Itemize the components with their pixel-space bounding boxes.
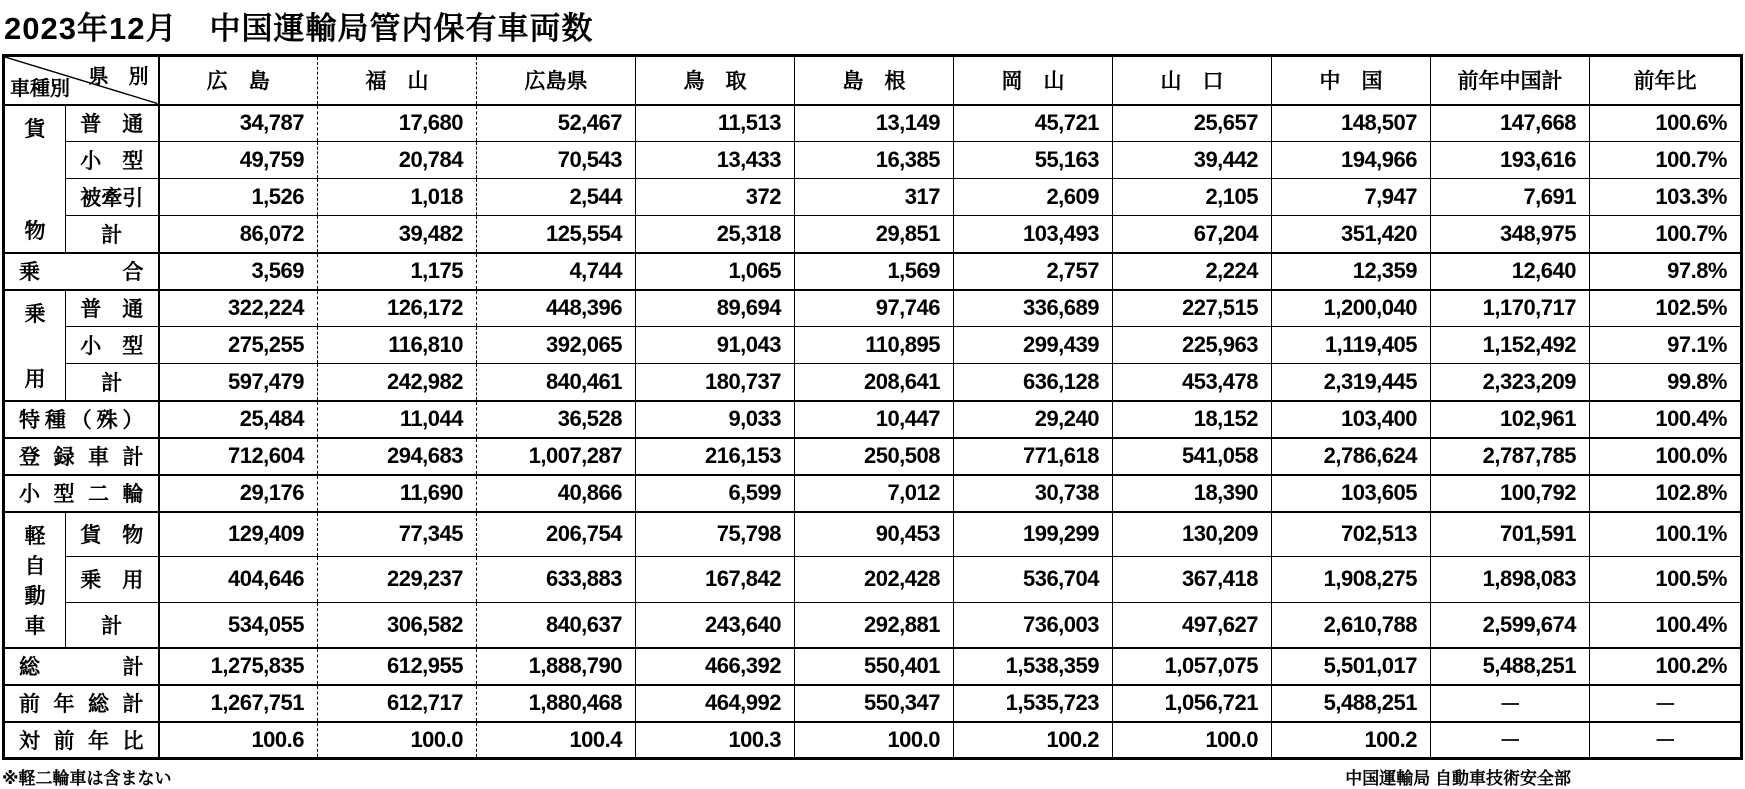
data-cell: 9,033	[636, 401, 795, 438]
table-row	[4, 290, 1742, 327]
col-header: 福 山	[318, 56, 477, 105]
data-cell: 103,493	[954, 216, 1113, 253]
data-cell: 13,433	[636, 142, 795, 179]
row-label: 計	[66, 364, 159, 401]
data-cell: 536,704	[954, 557, 1113, 602]
data-cell: 1,880,468	[477, 685, 636, 722]
data-cell: 97.1%	[1590, 327, 1742, 364]
data-cell: 5,488,251	[1431, 648, 1590, 685]
data-cell: 18,152	[1113, 401, 1272, 438]
data-cell: 25,657	[1113, 105, 1272, 142]
data-cell: －	[1431, 722, 1590, 759]
data-cell: 550,401	[795, 648, 954, 685]
data-cell: 148,507	[1272, 105, 1431, 142]
row-label: 対前年比	[4, 722, 159, 759]
row-label: 小 型	[66, 327, 159, 364]
data-cell: 250,508	[795, 438, 954, 475]
data-cell: 1,119,405	[1272, 327, 1431, 364]
row-group-label: 軽 自 動 車	[4, 512, 66, 648]
col-header: 前年中国計	[1431, 56, 1590, 105]
data-cell: 89,694	[636, 290, 795, 327]
data-cell: 299,439	[954, 327, 1113, 364]
data-cell: 193,616	[1431, 142, 1590, 179]
footer	[2, 760, 1743, 789]
data-cell: 199,299	[954, 512, 1113, 557]
data-cell: 167,842	[636, 557, 795, 602]
data-cell: 404,646	[159, 557, 318, 602]
row-group-label: 貨 物	[4, 105, 66, 253]
data-cell: 100.4%	[1590, 602, 1742, 647]
data-cell: 100.6	[159, 722, 318, 759]
table-body	[4, 105, 1742, 759]
data-cell: 100.7%	[1590, 216, 1742, 253]
data-cell: 1,888,790	[477, 648, 636, 685]
data-cell: 100.0%	[1590, 438, 1742, 475]
data-cell: 840,637	[477, 602, 636, 647]
data-cell: 11,690	[318, 475, 477, 512]
data-cell: 20,784	[318, 142, 477, 179]
data-cell: 100.0	[318, 722, 477, 759]
data-cell: 1,065	[636, 253, 795, 290]
data-cell: 7,947	[1272, 179, 1431, 216]
row-label: 普 通	[66, 290, 159, 327]
data-cell: 1,908,275	[1272, 557, 1431, 602]
vehicle-count-table	[2, 54, 1743, 760]
data-cell: 229,237	[318, 557, 477, 602]
data-cell: 97,746	[795, 290, 954, 327]
data-cell: 702,513	[1272, 512, 1431, 557]
table-row	[4, 401, 1742, 438]
data-cell: 636,128	[954, 364, 1113, 401]
data-cell: 110,895	[795, 327, 954, 364]
table-row	[4, 475, 1742, 512]
data-cell: 12,640	[1431, 253, 1590, 290]
table-row	[4, 216, 1742, 253]
table-row	[4, 179, 1742, 216]
data-cell: 91,043	[636, 327, 795, 364]
data-cell: 1,057,075	[1113, 648, 1272, 685]
data-cell: 242,982	[318, 364, 477, 401]
data-cell: 126,172	[318, 290, 477, 327]
data-cell: 701,591	[1431, 512, 1590, 557]
data-cell: －	[1431, 685, 1590, 722]
data-cell: 1,535,723	[954, 685, 1113, 722]
data-cell: 45,721	[954, 105, 1113, 142]
data-cell: 100.7%	[1590, 142, 1742, 179]
data-cell: 75,798	[636, 512, 795, 557]
data-cell: 100.0	[1113, 722, 1272, 759]
data-cell: 5,488,251	[1272, 685, 1431, 722]
data-cell: 97.8%	[1590, 253, 1742, 290]
data-cell: 39,482	[318, 216, 477, 253]
data-cell: 12,359	[1272, 253, 1431, 290]
footnote: ※軽二輪車は含まない	[2, 769, 172, 788]
data-cell: 103,605	[1272, 475, 1431, 512]
data-cell: 392,065	[477, 327, 636, 364]
table-row	[4, 142, 1742, 179]
data-cell: 2,787,785	[1431, 438, 1590, 475]
data-cell: 34,787	[159, 105, 318, 142]
data-cell: 7,691	[1431, 179, 1590, 216]
col-header: 島 根	[795, 56, 954, 105]
data-cell: 99.8%	[1590, 364, 1742, 401]
row-label: 総計	[4, 648, 159, 685]
data-cell: 2,757	[954, 253, 1113, 290]
data-cell: 103.3%	[1590, 179, 1742, 216]
data-cell: 16,385	[795, 142, 954, 179]
data-cell: 5,501,017	[1272, 648, 1431, 685]
data-cell: 103,400	[1272, 401, 1431, 438]
data-cell: 227,515	[1113, 290, 1272, 327]
table-row	[4, 648, 1742, 685]
credit: 中国運輸局 自動車技術安全部	[1345, 769, 1571, 788]
row-label: 小 型	[66, 142, 159, 179]
data-cell: 1,200,040	[1272, 290, 1431, 327]
data-cell: 464,992	[636, 685, 795, 722]
table-row	[4, 438, 1742, 475]
row-label: 貨 物	[66, 512, 159, 557]
data-cell: 2,599,674	[1431, 602, 1590, 647]
data-cell: 612,955	[318, 648, 477, 685]
corner-label-prefecture: 県 別	[88, 66, 149, 88]
data-cell: 1,267,751	[159, 685, 318, 722]
row-label: 特種（殊）	[4, 401, 159, 438]
data-cell: 100.3	[636, 722, 795, 759]
row-label: 普 通	[66, 105, 159, 142]
data-cell: 216,153	[636, 438, 795, 475]
data-cell: 497,627	[1113, 602, 1272, 647]
row-label: 前年総計	[4, 685, 159, 722]
corner-cell	[4, 56, 159, 105]
data-cell: 100.1%	[1590, 512, 1742, 557]
data-cell: 275,255	[159, 327, 318, 364]
data-cell: 294,683	[318, 438, 477, 475]
data-cell: 100.0	[795, 722, 954, 759]
data-cell: 100.2	[954, 722, 1113, 759]
data-cell: 102.8%	[1590, 475, 1742, 512]
data-cell: －	[1590, 685, 1742, 722]
data-cell: 1,018	[318, 179, 477, 216]
data-cell: 243,640	[636, 602, 795, 647]
data-cell: 1,170,717	[1431, 290, 1590, 327]
data-cell: 206,754	[477, 512, 636, 557]
data-cell: 541,058	[1113, 438, 1272, 475]
data-cell: 100,792	[1431, 475, 1590, 512]
row-label: 小型二輪	[4, 475, 159, 512]
data-cell: 2,224	[1113, 253, 1272, 290]
data-cell: 292,881	[795, 602, 954, 647]
data-cell: 322,224	[159, 290, 318, 327]
col-header: 広 島	[159, 56, 318, 105]
data-cell: 1,056,721	[1113, 685, 1272, 722]
data-cell: 712,604	[159, 438, 318, 475]
data-cell: 348,975	[1431, 216, 1590, 253]
data-cell: 29,240	[954, 401, 1113, 438]
table-row	[4, 557, 1742, 602]
col-header: 鳥 取	[636, 56, 795, 105]
data-cell: 550,347	[795, 685, 954, 722]
data-cell: 771,618	[954, 438, 1113, 475]
data-cell: 317	[795, 179, 954, 216]
data-cell: 4,744	[477, 253, 636, 290]
data-cell: 40,866	[477, 475, 636, 512]
table-row	[4, 602, 1742, 647]
data-cell: 29,176	[159, 475, 318, 512]
data-cell: 736,003	[954, 602, 1113, 647]
data-cell: 633,883	[477, 557, 636, 602]
data-cell: 11,513	[636, 105, 795, 142]
data-cell: 840,461	[477, 364, 636, 401]
data-cell: 534,055	[159, 602, 318, 647]
data-cell: 336,689	[954, 290, 1113, 327]
table-row	[4, 685, 1742, 722]
data-cell: 100.4%	[1590, 401, 1742, 438]
data-cell: 116,810	[318, 327, 477, 364]
data-cell: 202,428	[795, 557, 954, 602]
data-cell: 1,275,835	[159, 648, 318, 685]
col-header: 岡 山	[954, 56, 1113, 105]
data-cell: 29,851	[795, 216, 954, 253]
data-cell: 13,149	[795, 105, 954, 142]
data-cell: 30,738	[954, 475, 1113, 512]
data-cell: 100.5%	[1590, 557, 1742, 602]
data-cell: 453,478	[1113, 364, 1272, 401]
data-cell: 25,318	[636, 216, 795, 253]
data-cell: 194,966	[1272, 142, 1431, 179]
row-label: 被牽引	[66, 179, 159, 216]
header-row	[4, 56, 1742, 105]
data-cell: 3,569	[159, 253, 318, 290]
data-cell: －	[1590, 722, 1742, 759]
data-cell: 351,420	[1272, 216, 1431, 253]
data-cell: 100.6%	[1590, 105, 1742, 142]
data-cell: 2,319,445	[1272, 364, 1431, 401]
col-header: 中 国	[1272, 56, 1431, 105]
data-cell: 1,569	[795, 253, 954, 290]
data-cell: 466,392	[636, 648, 795, 685]
page-title: 2023年12月 中国運輸局管内保有車両数	[4, 11, 594, 46]
data-cell: 1,538,359	[954, 648, 1113, 685]
table-row	[4, 253, 1742, 290]
table-row	[4, 327, 1742, 364]
data-cell: 1,175	[318, 253, 477, 290]
data-cell: 49,759	[159, 142, 318, 179]
data-cell: 39,442	[1113, 142, 1272, 179]
data-cell: 1,526	[159, 179, 318, 216]
data-cell: 18,390	[1113, 475, 1272, 512]
data-cell: 7,012	[795, 475, 954, 512]
data-cell: 102,961	[1431, 401, 1590, 438]
data-cell: 130,209	[1113, 512, 1272, 557]
table-row	[4, 105, 1742, 142]
data-cell: 448,396	[477, 290, 636, 327]
data-cell: 77,345	[318, 512, 477, 557]
data-cell: 372	[636, 179, 795, 216]
row-label: 登録車計	[4, 438, 159, 475]
data-cell: 225,963	[1113, 327, 1272, 364]
data-cell: 17,680	[318, 105, 477, 142]
data-cell: 125,554	[477, 216, 636, 253]
corner-label-vehicle-type: 車種別	[10, 77, 70, 100]
col-header: 山 口	[1113, 56, 1272, 105]
col-header: 前年比	[1590, 56, 1742, 105]
data-cell: 2,105	[1113, 179, 1272, 216]
data-cell: 129,409	[159, 512, 318, 557]
data-cell: 612,717	[318, 685, 477, 722]
data-cell: 55,163	[954, 142, 1113, 179]
data-cell: 6,599	[636, 475, 795, 512]
data-cell: 10,447	[795, 401, 954, 438]
data-cell: 2,544	[477, 179, 636, 216]
data-cell: 180,737	[636, 364, 795, 401]
data-cell: 208,641	[795, 364, 954, 401]
data-cell: 306,582	[318, 602, 477, 647]
data-cell: 147,668	[1431, 105, 1590, 142]
data-cell: 102.5%	[1590, 290, 1742, 327]
data-cell: 2,609	[954, 179, 1113, 216]
data-cell: 86,072	[159, 216, 318, 253]
data-cell: 597,479	[159, 364, 318, 401]
data-cell: 100.2%	[1590, 648, 1742, 685]
data-cell: 100.2	[1272, 722, 1431, 759]
data-cell: 52,467	[477, 105, 636, 142]
col-header: 広島県	[477, 56, 636, 105]
row-label: 乗 用	[66, 557, 159, 602]
data-cell: 70,543	[477, 142, 636, 179]
data-cell: 36,528	[477, 401, 636, 438]
data-cell: 2,786,624	[1272, 438, 1431, 475]
row-label: 乗合	[4, 253, 159, 290]
data-cell: 367,418	[1113, 557, 1272, 602]
data-cell: 90,453	[795, 512, 954, 557]
data-cell: 25,484	[159, 401, 318, 438]
data-cell: 1,152,492	[1431, 327, 1590, 364]
data-cell: 2,610,788	[1272, 602, 1431, 647]
data-cell: 2,323,209	[1431, 364, 1590, 401]
data-cell: 100.4	[477, 722, 636, 759]
row-label: 計	[66, 602, 159, 647]
table-row	[4, 722, 1742, 759]
table-row	[4, 364, 1742, 401]
data-cell: 1,007,287	[477, 438, 636, 475]
table-row	[4, 512, 1742, 557]
data-cell: 1,898,083	[1431, 557, 1590, 602]
row-label: 計	[66, 216, 159, 253]
data-cell: 11,044	[318, 401, 477, 438]
row-group-label: 乗 用	[4, 290, 66, 401]
data-cell: 67,204	[1113, 216, 1272, 253]
